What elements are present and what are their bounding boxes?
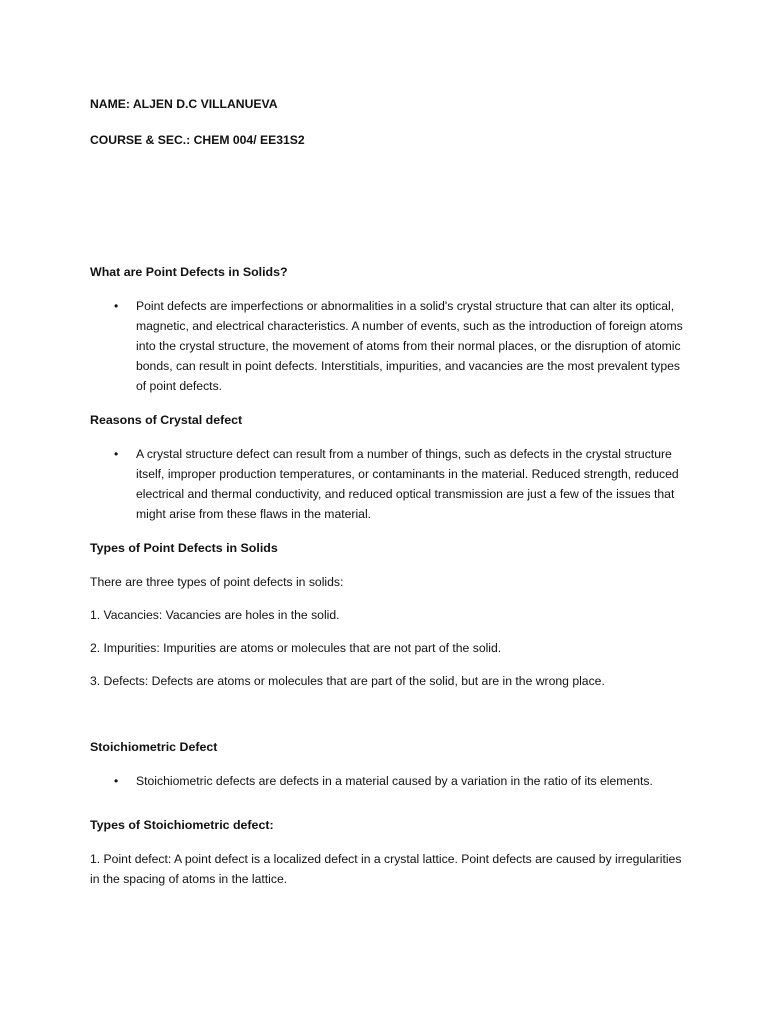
bullet-text: A crystal structure defect can result from a number of things, such as defects in the crystal structure itself, improper production temperatures, or contaminants in the material. Reduced strength, reduced electrical and thermal conductivity, and reduced optical transmission are just a few of the issues that might arise from these flaws in the material. — [136, 447, 679, 521]
heading-stoich-types: Types of Stoichiometric defect: — [90, 818, 274, 832]
bullet-reasons — [90, 444, 690, 524]
types-item-1: 1. Vacancies: Vacancies are holes in the solid. — [90, 608, 340, 622]
heading-reasons: Reasons of Crystal defect — [90, 413, 243, 427]
bullet-glyph: • — [114, 447, 119, 461]
bullet-text: Point defects are imperfections or abnormalities in a solid's crystal structure that can alter its optical, magnetic, and electrical characteristics. A number of events, such as the introduction of foreign atoms into the crystal structure, the movement of atoms from their normal places, or the disruption of atomic bonds, can result in point defects. Interstitials, impurities, and vacancies are the most prevalent types of point defects. — [136, 299, 683, 393]
types-item-3: 3. Defects: Defects are atoms or molecules that are part of the solid, but are in the wrong place. — [90, 674, 605, 688]
bullet-glyph: • — [114, 774, 119, 788]
bullet-text: Stoichiometric defects are defects in a material caused by a variation in the ratio of its elements. — [136, 774, 653, 788]
stoich-types-item-1: 1. Point defect: A point defect is a localized defect in a crystal lattice. Point defects are caused by irregularities in the spacing of atoms in the lattice. — [90, 852, 682, 886]
types-item-2: 2. Impurities: Impurities are atoms or molecules that are not part of the solid. — [90, 641, 502, 655]
bullet-point-defects — [90, 296, 690, 396]
bullet-glyph: • — [114, 299, 119, 313]
document-body — [90, 94, 690, 889]
heading-stoichiometric: Stoichiometric Defect — [90, 740, 218, 754]
heading-point-defects: What are Point Defects in Solids? — [90, 265, 288, 279]
course-section: COURSE & SEC.: CHEM 004/ EE31S2 — [90, 133, 305, 147]
types-intro: There are three types of point defects in solids: — [90, 575, 344, 589]
student-name: NAME: ALJEN D.C VILLANUEVA — [90, 97, 278, 111]
bullet-stoichiometric — [90, 771, 690, 791]
heading-types: Types of Point Defects in Solids — [90, 541, 278, 555]
